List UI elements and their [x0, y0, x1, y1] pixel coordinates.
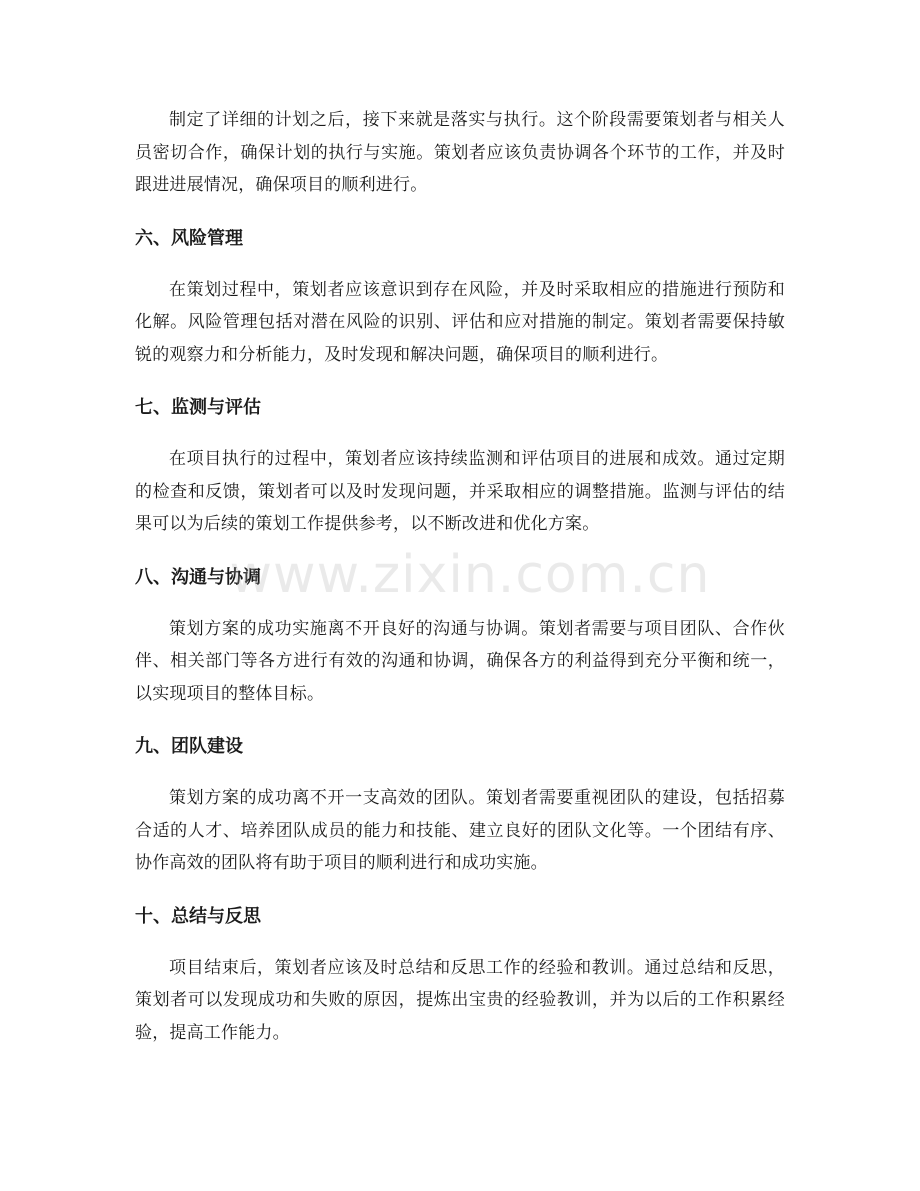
document-body — [135, 104, 785, 1049]
section-paragraph: 策划方案的成功离不开一支高效的团队。策划者需要重视团队的建设，包括招募合适的人才、培养团队成员的能力和技能、建立良好的团队文化等。一个团结有序、协作高效的团队将有助于项目的顺利进行和成功实施。 — [135, 788, 785, 873]
section-heading: 十、总结与反思 — [135, 905, 261, 927]
section-heading: 八、沟通与协调 — [135, 566, 261, 588]
section-heading: 七、监测与评估 — [135, 397, 261, 418]
section-summary-reflection — [135, 902, 785, 1050]
section-heading: 六、风险管理 — [135, 227, 243, 249]
section-monitoring-evaluation — [135, 393, 785, 541]
section-paragraph: 策划方案的成功实施离不开良好的沟通与协调。策划者需要与项目团队、合作伙伴、相关部门等各方进行有效的沟通和协调，确保各方的利益得到充分平衡和统一，以实现项目的整体目标。 — [135, 618, 785, 704]
watermark-text: www.zixin.com.cn — [229, 545, 711, 605]
section-heading: 九、团队建设 — [135, 736, 243, 757]
section-paragraph: 在项目执行的过程中，策划者应该持续监测和评估项目的进展和成效。通过定期的检查和反馈，策划者可以及时发现问题，并采取相应的调整措施。监测与评估的结果可以为后续的策划工作提供参考，以不断改进和优化方案。 — [135, 449, 785, 534]
intro-paragraph: 制定了详细的计划之后，接下来就是落实与执行。这个阶段需要策划者与相关人员密切合作，确保计划的执行与实施。策划者应该负责协调各个环节的工作，并及时跟进进展情况，确保项目的顺利进行。 — [135, 110, 785, 195]
section-communication — [135, 563, 785, 711]
section-paragraph: 在策划过程中，策划者应该意识到存在风险，并及时采取相应的措施进行预防和化解。风险管理包括对潜在风险的识别、评估和应对措施的制定。策划者需要保持敏锐的观察力和分析能力，及时发现和解决问题，确保项目的顺利进行。 — [135, 279, 785, 365]
section-team-building — [135, 732, 785, 880]
section-paragraph: 项目结束后，策划者应该及时总结和反思工作的经验和教训。通过总结和反思，策划者可以发现成功和失败的原因，提炼出宝贵的经验教训，并为以后的工作积累经验，提高工作能力。 — [135, 957, 785, 1043]
section-risk-management — [135, 224, 785, 372]
